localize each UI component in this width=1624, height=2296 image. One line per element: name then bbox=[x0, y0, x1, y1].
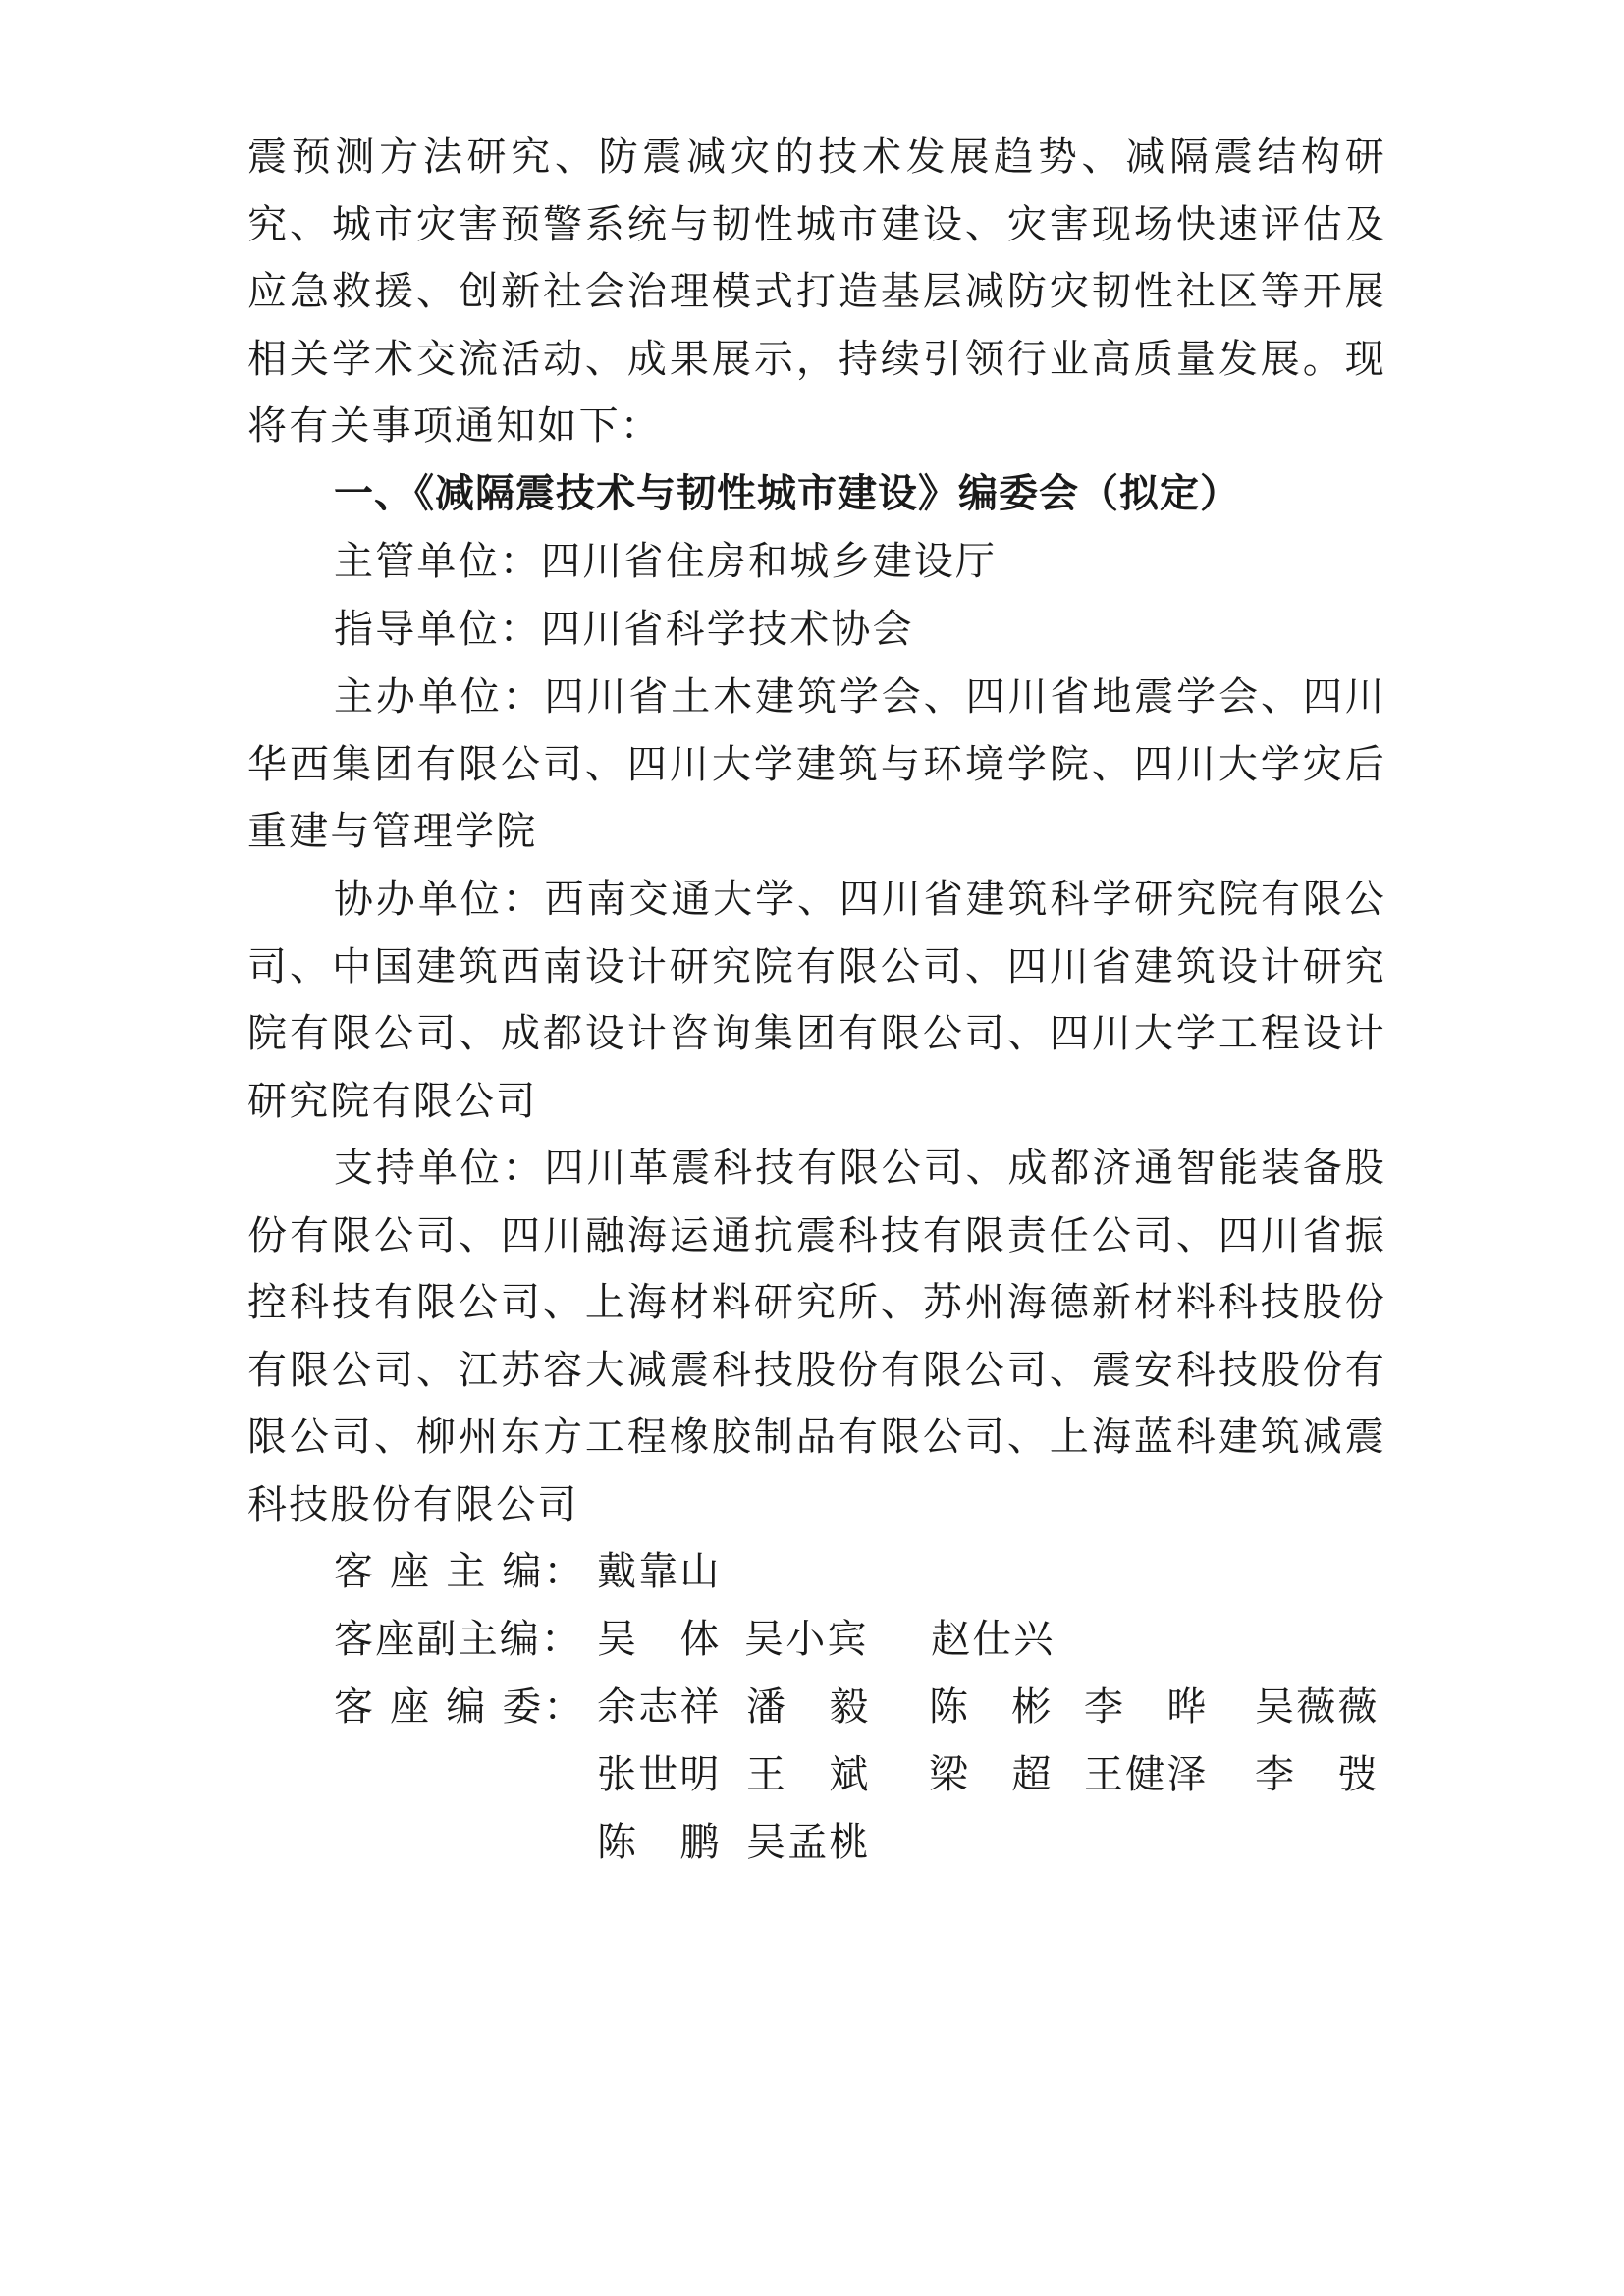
deputy-editor-name: 赵仕兴 bbox=[931, 1617, 1056, 1662]
host-unit: 主办单位：四川省土木建筑学会、四川省地震学会、四川华西集团有限公司、四川大学建筑与环境学院、四川大学灾后重建与管理学院 bbox=[247, 674, 1386, 854]
supervisor-unit: 主管单位：四川省住房和城乡建设厅 bbox=[334, 539, 998, 584]
section-heading: 一、《减隔震技术与韧性城市建设》编委会（拟定） bbox=[334, 471, 1240, 516]
committee-member-name: 王健泽 bbox=[1084, 1752, 1209, 1797]
deputy-editor-name: 吴小宾 bbox=[744, 1617, 869, 1662]
chief-editor-label: 客 座 主 编： bbox=[334, 1549, 585, 1594]
support-unit: 支持单位：四川革震科技有限公司、成都济通智能装备股份有限公司、四川融海运通抗震科技有限责任公司、四川省振控科技有限公司、上海材料研究所、苏州海德新材料科技股份有限公司、江苏容大减震科技股份有限公司、震安科技股份有限公司、柳州东方工程橡胶制品有限公司、上海蓝科建筑减震科技股份有限公司 bbox=[247, 1146, 1386, 1527]
intro-paragraph: 震预测方法研究、防震减灾的技术发展趋势、减隔震结构研究、城市灾害预警系统与韧性城市建设、灾害现场快速评估及应急救援、创新社会治理模式打造基层减防灾韧性社区等开展相关学术交流活动、成果展示，持续引领行业高质量发展。现将有关事项通知如下： bbox=[247, 134, 1386, 449]
committee-member-name: 陈 鹏 bbox=[597, 1820, 722, 1865]
committee-member-name: 李 弢 bbox=[1255, 1752, 1380, 1797]
chief-editor-name: 戴靠山 bbox=[597, 1549, 722, 1594]
deputy-editor-label: 客座副主编： bbox=[334, 1617, 583, 1662]
committee-member-name: 梁 超 bbox=[929, 1752, 1054, 1797]
committee-member-name: 潘 毅 bbox=[746, 1684, 871, 1730]
committee-member-name: 余志祥 bbox=[597, 1684, 722, 1730]
committee-member-name: 陈 彬 bbox=[929, 1684, 1054, 1730]
committee-member-name: 吴孟桃 bbox=[746, 1820, 871, 1865]
committee-member-name: 李 晔 bbox=[1084, 1684, 1209, 1730]
committee-member-name: 吴薇薇 bbox=[1255, 1684, 1380, 1730]
committee-member-name: 王 斌 bbox=[746, 1752, 871, 1797]
committee-label: 客 座 编 委： bbox=[334, 1684, 585, 1730]
co-organizer-unit: 协办单位：西南交通大学、四川省建筑科学研究院有限公司、中国建筑西南设计研究院有限公司、四川省建筑设计研究院有限公司、成都设计咨询集团有限公司、四川大学工程设计研究院有限公司 bbox=[247, 877, 1386, 1124]
guidance-unit: 指导单位：四川省科学技术协会 bbox=[334, 607, 914, 652]
deputy-editor-name: 吴 体 bbox=[597, 1617, 722, 1662]
committee-member-name: 张世明 bbox=[597, 1752, 722, 1797]
